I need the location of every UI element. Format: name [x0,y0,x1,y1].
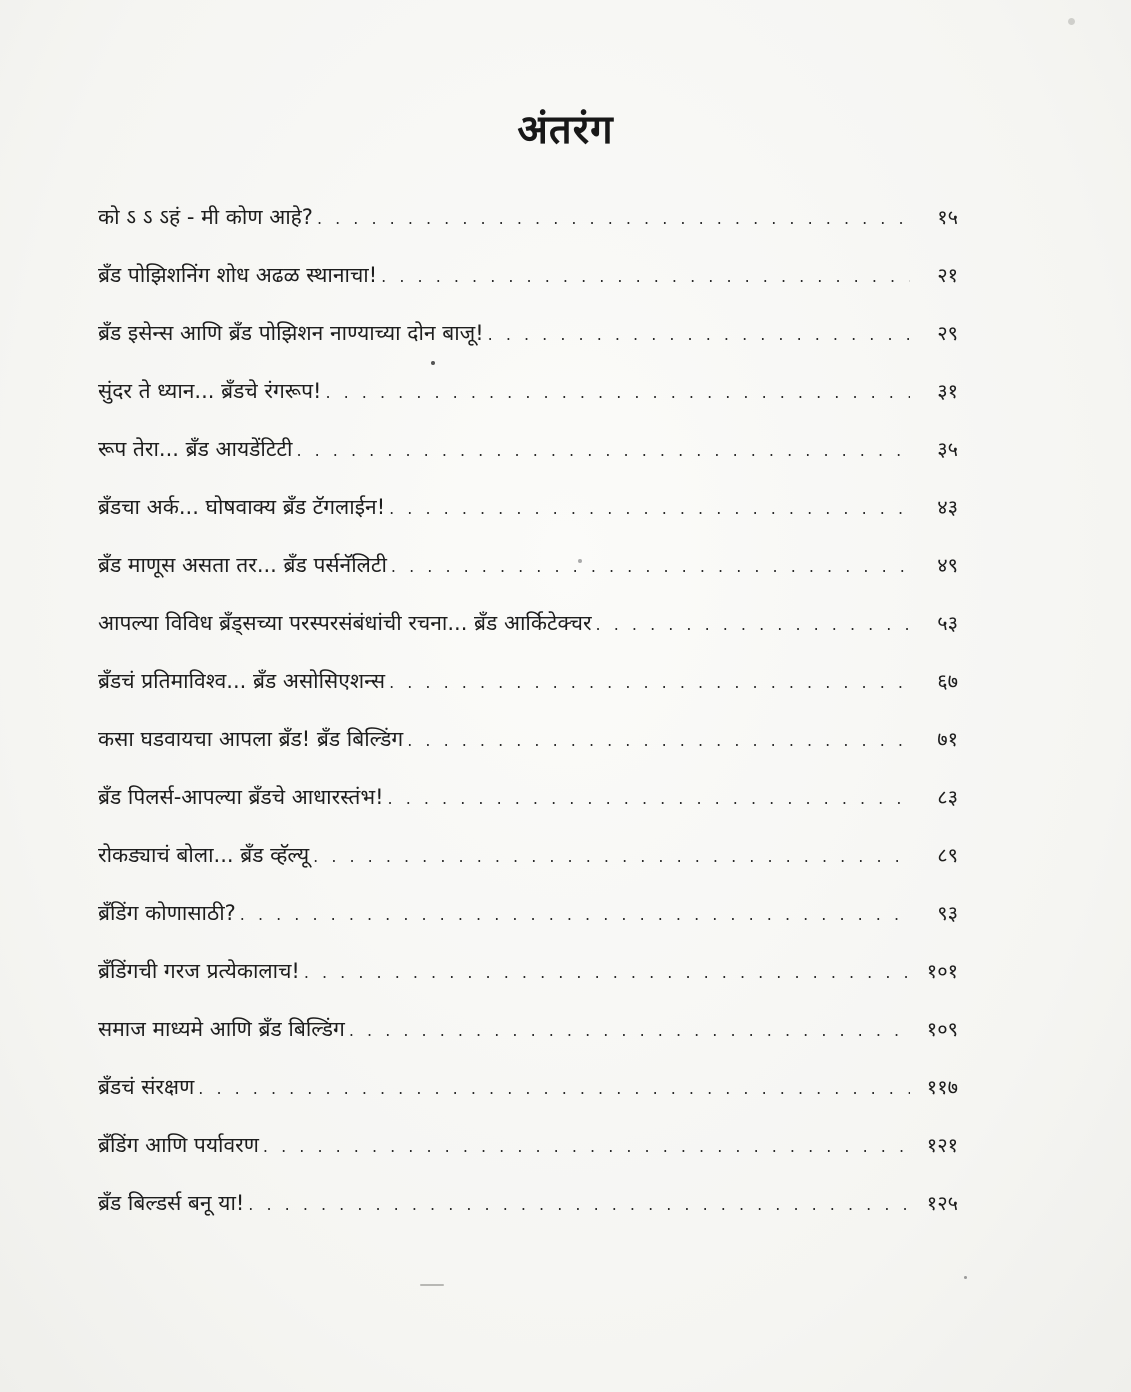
dot-leader [381,248,910,306]
dot-leader [325,364,910,422]
toc-entry [98,710,958,768]
toc-entry-title: ब्रँड पिलर्स-आपल्या ब्रँडचे आधारस्तंभ! [98,785,384,809]
toc-entry-title: कसा घडवायचा आपला ब्रँड! ब्रँड बिल्डिंग [98,727,404,751]
toc-entry [98,304,958,362]
toc-entry-page: १२५ [926,1191,958,1215]
paper-speck [964,1276,967,1279]
paper-speck [420,1284,444,1286]
toc-entry-title: ब्रँडचा अर्क... घोषवाक्य ब्रँड टॅगलाईन! [98,495,386,519]
toc-entry [98,884,958,942]
toc-entry-page: ५३ [937,611,958,635]
dot-leader [317,190,910,248]
toc-entry-title: ब्रँड पोझिशनिंग शोध अढळ स्थानाचा! [98,263,378,287]
toc-entry-title: ब्रँड इसेन्स आणि ब्रँड पोझिशन नाण्याच्या दोन बाजू! [98,321,484,345]
dot-leader [296,422,910,480]
toc-entry-page: ७१ [937,727,958,751]
toc-entry-page: ४९ [937,553,958,577]
dot-leader [240,886,910,944]
toc-entry [98,536,958,594]
toc-entry-title: आपल्या विविध ब्रँड्सच्या परस्परसंबंधांची रचना... ब्रँड आर्किटेक्चर [98,611,592,635]
dot-leader [248,1176,910,1234]
toc-entry-title: सुंदर ते ध्यान... ब्रँडचे रंगरूप! [98,379,322,403]
toc-entry [98,420,958,478]
paper-speck [431,361,435,365]
toc-entry [98,594,958,652]
toc-entry-page: ११७ [926,1075,958,1099]
toc-entry [98,1000,958,1058]
toc-entry [98,1058,958,1116]
page-title: अंतरंग [517,107,614,153]
toc-entry-title: को ऽ ऽ ऽहं - मी कोण आहे? [98,205,313,229]
dot-leader [407,712,910,770]
toc-entry-page: ८३ [937,785,958,809]
toc-entry-page: ३१ [937,379,958,403]
dot-leader [388,770,910,828]
dot-leader [313,828,910,886]
dot-leader [389,654,910,712]
toc-entry [98,768,958,826]
toc-entry-page: १०१ [926,959,958,983]
paper-speck [1068,18,1075,25]
toc-entry-page: ४३ [937,495,958,519]
toc-entry-title: ब्रँडिंगची गरज प्रत्येकालाच! [98,959,300,983]
dot-leader [389,480,910,538]
dot-leader [391,538,910,596]
toc-entry-page: ९३ [937,901,958,925]
toc-entry-page: ८९ [937,843,958,867]
dot-leader [304,944,910,1002]
toc-entry-page: ६७ [937,669,958,693]
toc-entry [98,1174,958,1232]
toc-entry [98,246,958,304]
toc-entry [98,652,958,710]
toc-entry [98,478,958,536]
toc-entry [98,826,958,884]
toc-entry-title: ब्रँडिंग कोणासाठी? [98,901,236,925]
toc-entry-title: ब्रँडिंग आणि पर्यावरण [98,1133,259,1157]
toc-entry [98,1116,958,1174]
toc-entry-title: समाज माध्यमे आणि ब्रँड बिल्डिंग [98,1017,345,1041]
toc-entry-page: ३५ [937,437,958,461]
toc-entry-title: ब्रँड बिल्डर्स बनू या! [98,1191,245,1215]
table-of-contents [98,188,958,1232]
toc-entry [98,362,958,420]
toc-entry-page: २९ [937,321,958,345]
dot-leader [349,1002,910,1060]
toc-entry [98,188,958,246]
dot-leader [596,596,910,654]
dot-leader [488,306,910,364]
toc-entry [98,942,958,1000]
dot-leader [198,1060,910,1118]
toc-entry-page: २१ [937,263,958,287]
toc-entry-page: १२१ [926,1133,958,1157]
toc-entry-title: ब्रँडचं प्रतिमाविश्व... ब्रँड असोसिएशन्स [98,669,386,693]
paper-speck [578,559,582,563]
dot-leader [263,1118,910,1176]
toc-entry-page: १५ [937,205,958,229]
toc-entry-page: १०९ [926,1017,958,1041]
toc-entry-title: रोकड्याचं बोला... ब्रँड व्हॅल्यू [98,843,310,867]
toc-entry-title: ब्रँडचं संरक्षण [98,1075,195,1099]
toc-entry-title: रूप तेरा... ब्रँड आयडेंटिटी [98,437,293,461]
toc-entry-title: ब्रँड माणूस असता तर... ब्रँड पर्सनॅलिटी [98,553,387,577]
